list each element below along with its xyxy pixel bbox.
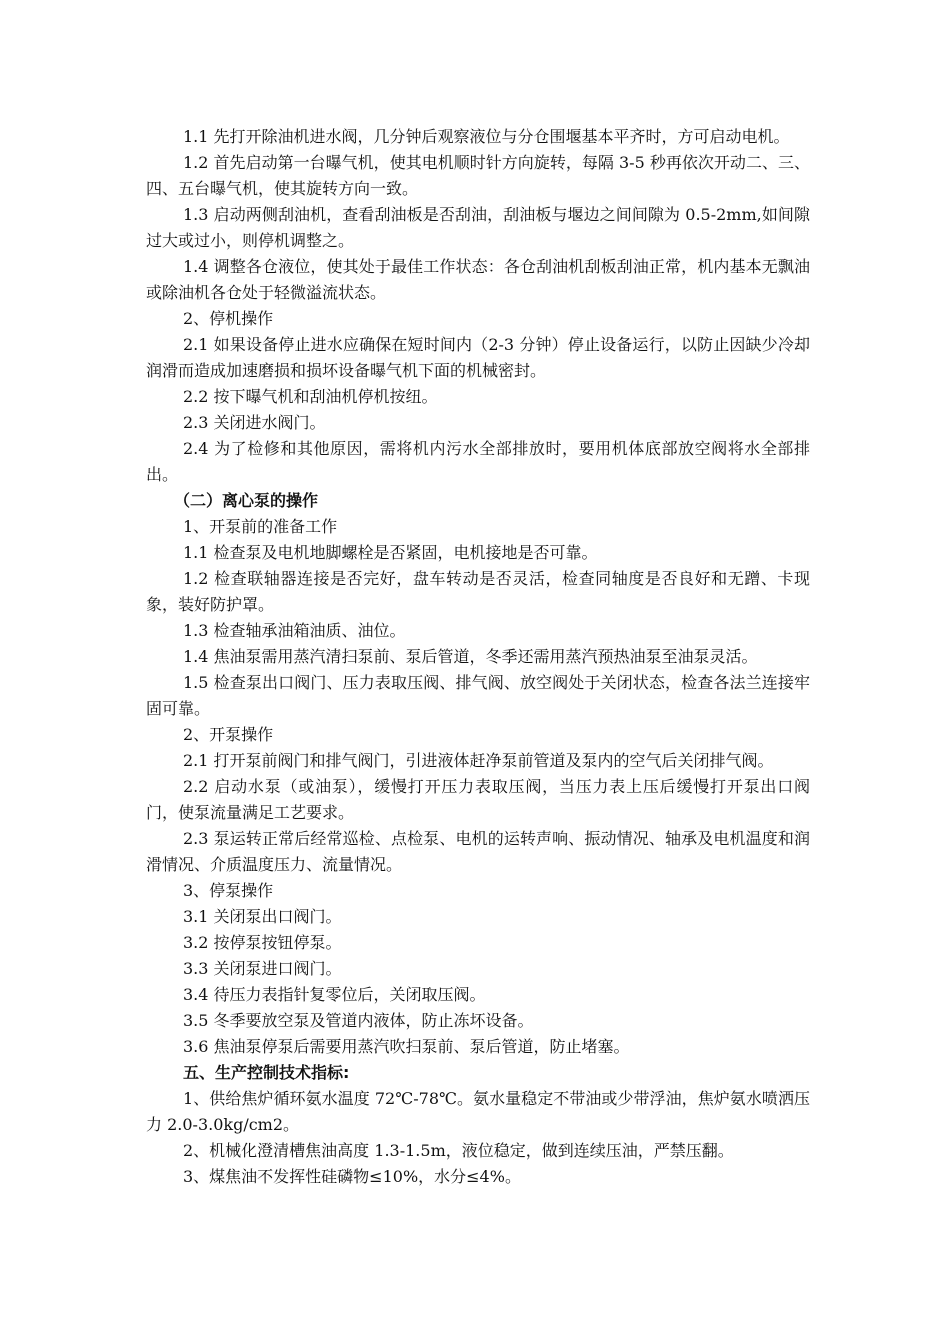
paragraph: 2.4 为了检修和其他原因，需将机内污水全部排放时，要用机体底部放空阀将水全部排出。	[146, 439, 810, 484]
section-title: 2、开泵操作	[183, 725, 274, 744]
paragraph: 1.2 首先启动第一台曝气机，使其电机顺时针方向旋转，每隔 3-5 秒再依次开动二、三、四、五台曝气机，使其旋转方向一致。	[146, 153, 810, 198]
paragraph: 1.5 检查泵出口阀门、压力表取压阀、排气阀、放空阀处于关闭状态，检查各法兰连接牢固可靠。	[146, 673, 810, 718]
document-page	[146, 124, 810, 1190]
section-title: 3、停泵操作	[183, 881, 274, 900]
paragraph: 1.4 调整各仓液位，使其处于最佳工作状态：各仓刮油机刮板刮油正常，机内基本无飘油或除油机各仓处于轻微溢流状态。	[146, 257, 810, 302]
subsection-heading: （二）离心泵的操作	[174, 491, 319, 510]
paragraph: 1.1 检查泵及电机地脚螺栓是否紧固，电机接地是否可靠。	[183, 543, 598, 562]
paragraph: 1.3 检查轴承油箱油质、油位。	[183, 621, 406, 640]
paragraph: 2.2 启动水泵（或油泵），缓慢打开压力表取压阀，当压力表上压后缓慢打开泵出口阀门，使泵流量满足工艺要求。	[146, 777, 810, 822]
paragraph: 3、煤焦油不发挥性硅磷物≤10%，水分≤4%。	[183, 1167, 521, 1186]
paragraph: 3.4 待压力表指针复零位后，关闭取压阀。	[183, 985, 486, 1004]
paragraph: 2.1 如果设备停止进水应确保在短时间内（2-3 分钟）停止设备运行，以防止因缺少冷却润滑而造成加速磨损和损坏设备曝气机下面的机械密封。	[146, 335, 810, 380]
paragraph: 1、供给焦炉循环氨水温度 72℃-78℃。氨水量稳定不带油或少带浮油，焦炉氨水喷洒压力 2.0-3.0kg/cm2。	[146, 1089, 810, 1134]
paragraph: 3.3 关闭泵进口阀门。	[183, 959, 342, 978]
paragraph: 2、机械化澄清槽焦油高度 1.3-1.5m，液位稳定，做到连续压油，严禁压翻。	[183, 1141, 734, 1160]
paragraph: 1.1 先打开除油机进水阀，几分钟后观察液位与分仓围堰基本平齐时，方可启动电机。	[183, 127, 790, 146]
paragraph: 2.2 按下曝气机和刮油机停机按纽。	[183, 387, 438, 406]
paragraph: 3.5 冬季要放空泵及管道内液体，防止冻坏设备。	[183, 1011, 534, 1030]
paragraph: 2.3 泵运转正常后经常巡检、点检泵、电机的运转声响、振动情况、轴承及电机温度和润滑情况、介质温度压力、流量情况。	[146, 829, 810, 874]
paragraph: 3.2 按停泵按钮停泵。	[183, 933, 342, 952]
section-heading: 五、生产控制技术指标:	[183, 1063, 350, 1082]
paragraph: 1.3 启动两侧刮油机，查看刮油板是否刮油，刮油板与堰边之间间隙为 0.5-2mm,如间隙过大或过小，则停机调整之。	[146, 205, 810, 250]
section-title: 2、停机操作	[183, 309, 274, 328]
paragraph: 1.4 焦油泵需用蒸汽清扫泵前、泵后管道，冬季还需用蒸汽预热油泵至油泵灵活。	[183, 647, 758, 666]
paragraph: 2.1 打开泵前阀门和排气阀门，引进液体赶净泵前管道及泵内的空气后关闭排气阀。	[183, 751, 774, 770]
section-title: 1、开泵前的准备工作	[183, 517, 338, 536]
paragraph: 2.3 关闭进水阀门。	[183, 413, 326, 432]
paragraph: 1.2 检查联轴器连接是否完好，盘车转动是否灵活，检查同轴度是否良好和无蹭、卡现象，装好防护罩。	[146, 569, 810, 614]
paragraph: 3.6 焦油泵停泵后需要用蒸汽吹扫泵前、泵后管道，防止堵塞。	[183, 1037, 630, 1056]
paragraph: 3.1 关闭泵出口阀门。	[183, 907, 342, 926]
